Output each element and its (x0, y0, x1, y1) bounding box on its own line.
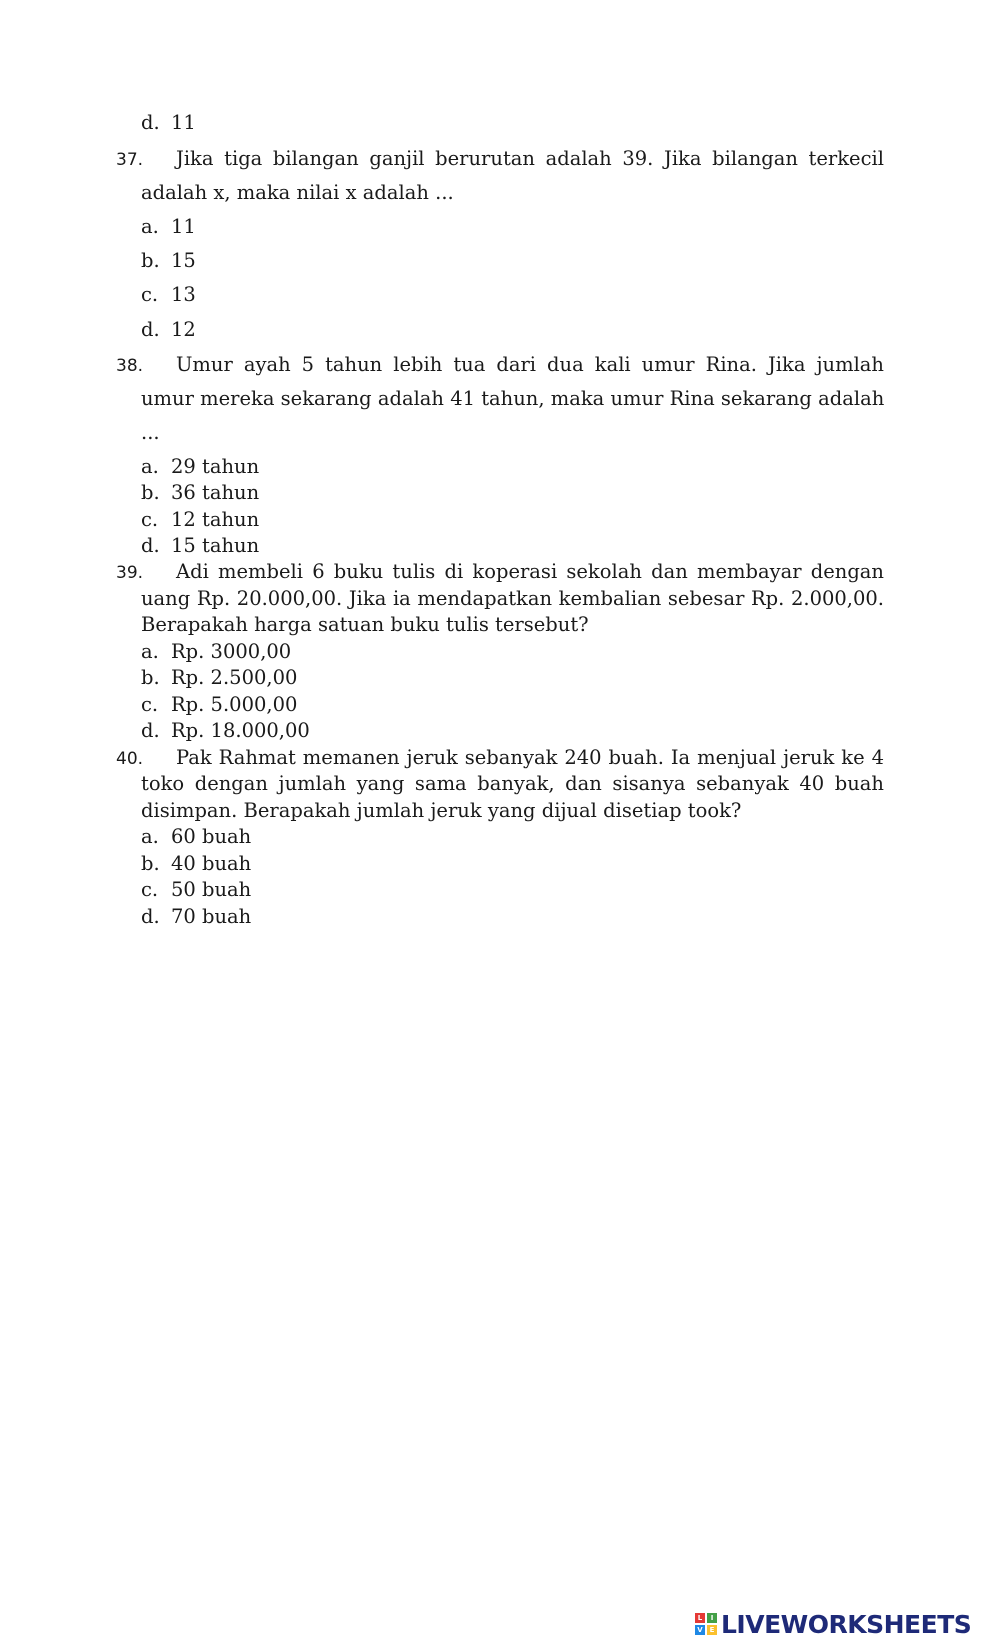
option-letter: d. (141, 905, 160, 928)
logo-icon-cell: V (695, 1625, 705, 1635)
option-letter: b. (141, 249, 160, 272)
question-text-line: Adi membeli 6 buku tulis di koperasi sekolah dan membayar dengan (176, 560, 884, 583)
question-number: 40. (116, 749, 144, 769)
option-letter: d. (141, 111, 160, 134)
option-b[interactable] (141, 852, 251, 875)
liveworksheets-logo-icon (695, 1613, 717, 1635)
logo-icon-cell: I (707, 1613, 717, 1623)
question-text-line: disimpan. Berapakah jumlah jeruk yang dijual disetiap took? (141, 799, 742, 822)
option-a[interactable] (141, 640, 291, 663)
option-c[interactable] (141, 283, 196, 306)
option-letter: d. (141, 318, 160, 341)
option-a[interactable] (141, 455, 259, 478)
question-text-line: umur mereka sekarang adalah 41 tahun, maka umur Rina sekarang adalah (141, 387, 885, 410)
option-letter: c. (141, 283, 159, 306)
option-letter: a. (141, 640, 159, 663)
question-number: 37. (116, 150, 144, 170)
question-text-line: toko dengan jumlah yang sama banyak, dan sisanya sebanyak 40 buah (141, 772, 884, 795)
option-text: Rp. 3000,00 (171, 640, 292, 663)
option-letter: a. (141, 825, 159, 848)
option-d[interactable] (141, 719, 310, 742)
option-letter: d. (141, 534, 160, 557)
option-text: 29 tahun (171, 455, 260, 478)
option-text: 15 tahun (171, 534, 260, 557)
option-text: Rp. 2.500,00 (171, 666, 298, 689)
option-text: 11 (171, 215, 196, 238)
option-d[interactable] (141, 534, 259, 557)
question-text-line: Umur ayah 5 tahun lebih tua dari dua kali umur Rina. Jika jumlah (176, 353, 884, 376)
option-text: 50 buah (171, 878, 252, 901)
option-letter: b. (141, 481, 160, 504)
option-letter: a. (141, 215, 159, 238)
option-letter: c. (141, 693, 159, 716)
option-d[interactable] (141, 905, 251, 928)
option-text: 60 buah (171, 825, 252, 848)
option-text: 70 buah (171, 905, 252, 928)
logo-icon-cell: L (695, 1613, 705, 1623)
option-letter: c. (141, 508, 159, 531)
option-text: 15 (171, 249, 196, 272)
option-letter: a. (141, 455, 159, 478)
prev-option-d (141, 111, 196, 134)
option-a[interactable] (141, 215, 196, 238)
option-b[interactable] (141, 249, 196, 272)
question-text-line: uang Rp. 20.000,00. Jika ia mendapatkan kembalian sebesar Rp. 2.000,00. (141, 587, 884, 610)
option-text: Rp. 18.000,00 (171, 719, 310, 742)
question-text-line: adalah x, maka nilai x adalah ... (141, 181, 454, 204)
option-text: 40 buah (171, 852, 252, 875)
option-text: 13 (171, 283, 196, 306)
question-text-line: ... (141, 421, 160, 444)
option-text: 12 tahun (171, 508, 260, 531)
option-text: Rp. 5.000,00 (171, 693, 298, 716)
option-d[interactable] (141, 318, 196, 341)
option-letter: c. (141, 878, 159, 901)
option-a[interactable] (141, 825, 251, 848)
option-b[interactable] (141, 481, 259, 504)
option-text: 11 (171, 111, 196, 134)
logo-icon-cell: E (707, 1625, 717, 1635)
question-text-line: Berapakah harga satuan buku tulis tersebut? (141, 613, 589, 636)
logo-text: LIVEWORKSHEETS (721, 1609, 972, 1639)
option-text: 12 (171, 318, 196, 341)
option-text: 36 tahun (171, 481, 260, 504)
liveworksheets-logo (695, 1610, 971, 1638)
question-text-line: Jika tiga bilangan ganjil berurutan adalah 39. Jika bilangan terkecil (176, 147, 884, 170)
option-c[interactable] (141, 693, 297, 716)
question-number: 39. (116, 563, 144, 583)
option-b[interactable] (141, 666, 297, 689)
option-letter: d. (141, 719, 160, 742)
option-c[interactable] (141, 508, 259, 531)
option-letter: b. (141, 666, 160, 689)
question-number: 38. (116, 356, 144, 376)
option-letter: b. (141, 852, 160, 875)
option-c[interactable] (141, 878, 251, 901)
question-text-line: Pak Rahmat memanen jeruk sebanyak 240 buah. Ia menjual jeruk ke 4 (176, 746, 884, 769)
